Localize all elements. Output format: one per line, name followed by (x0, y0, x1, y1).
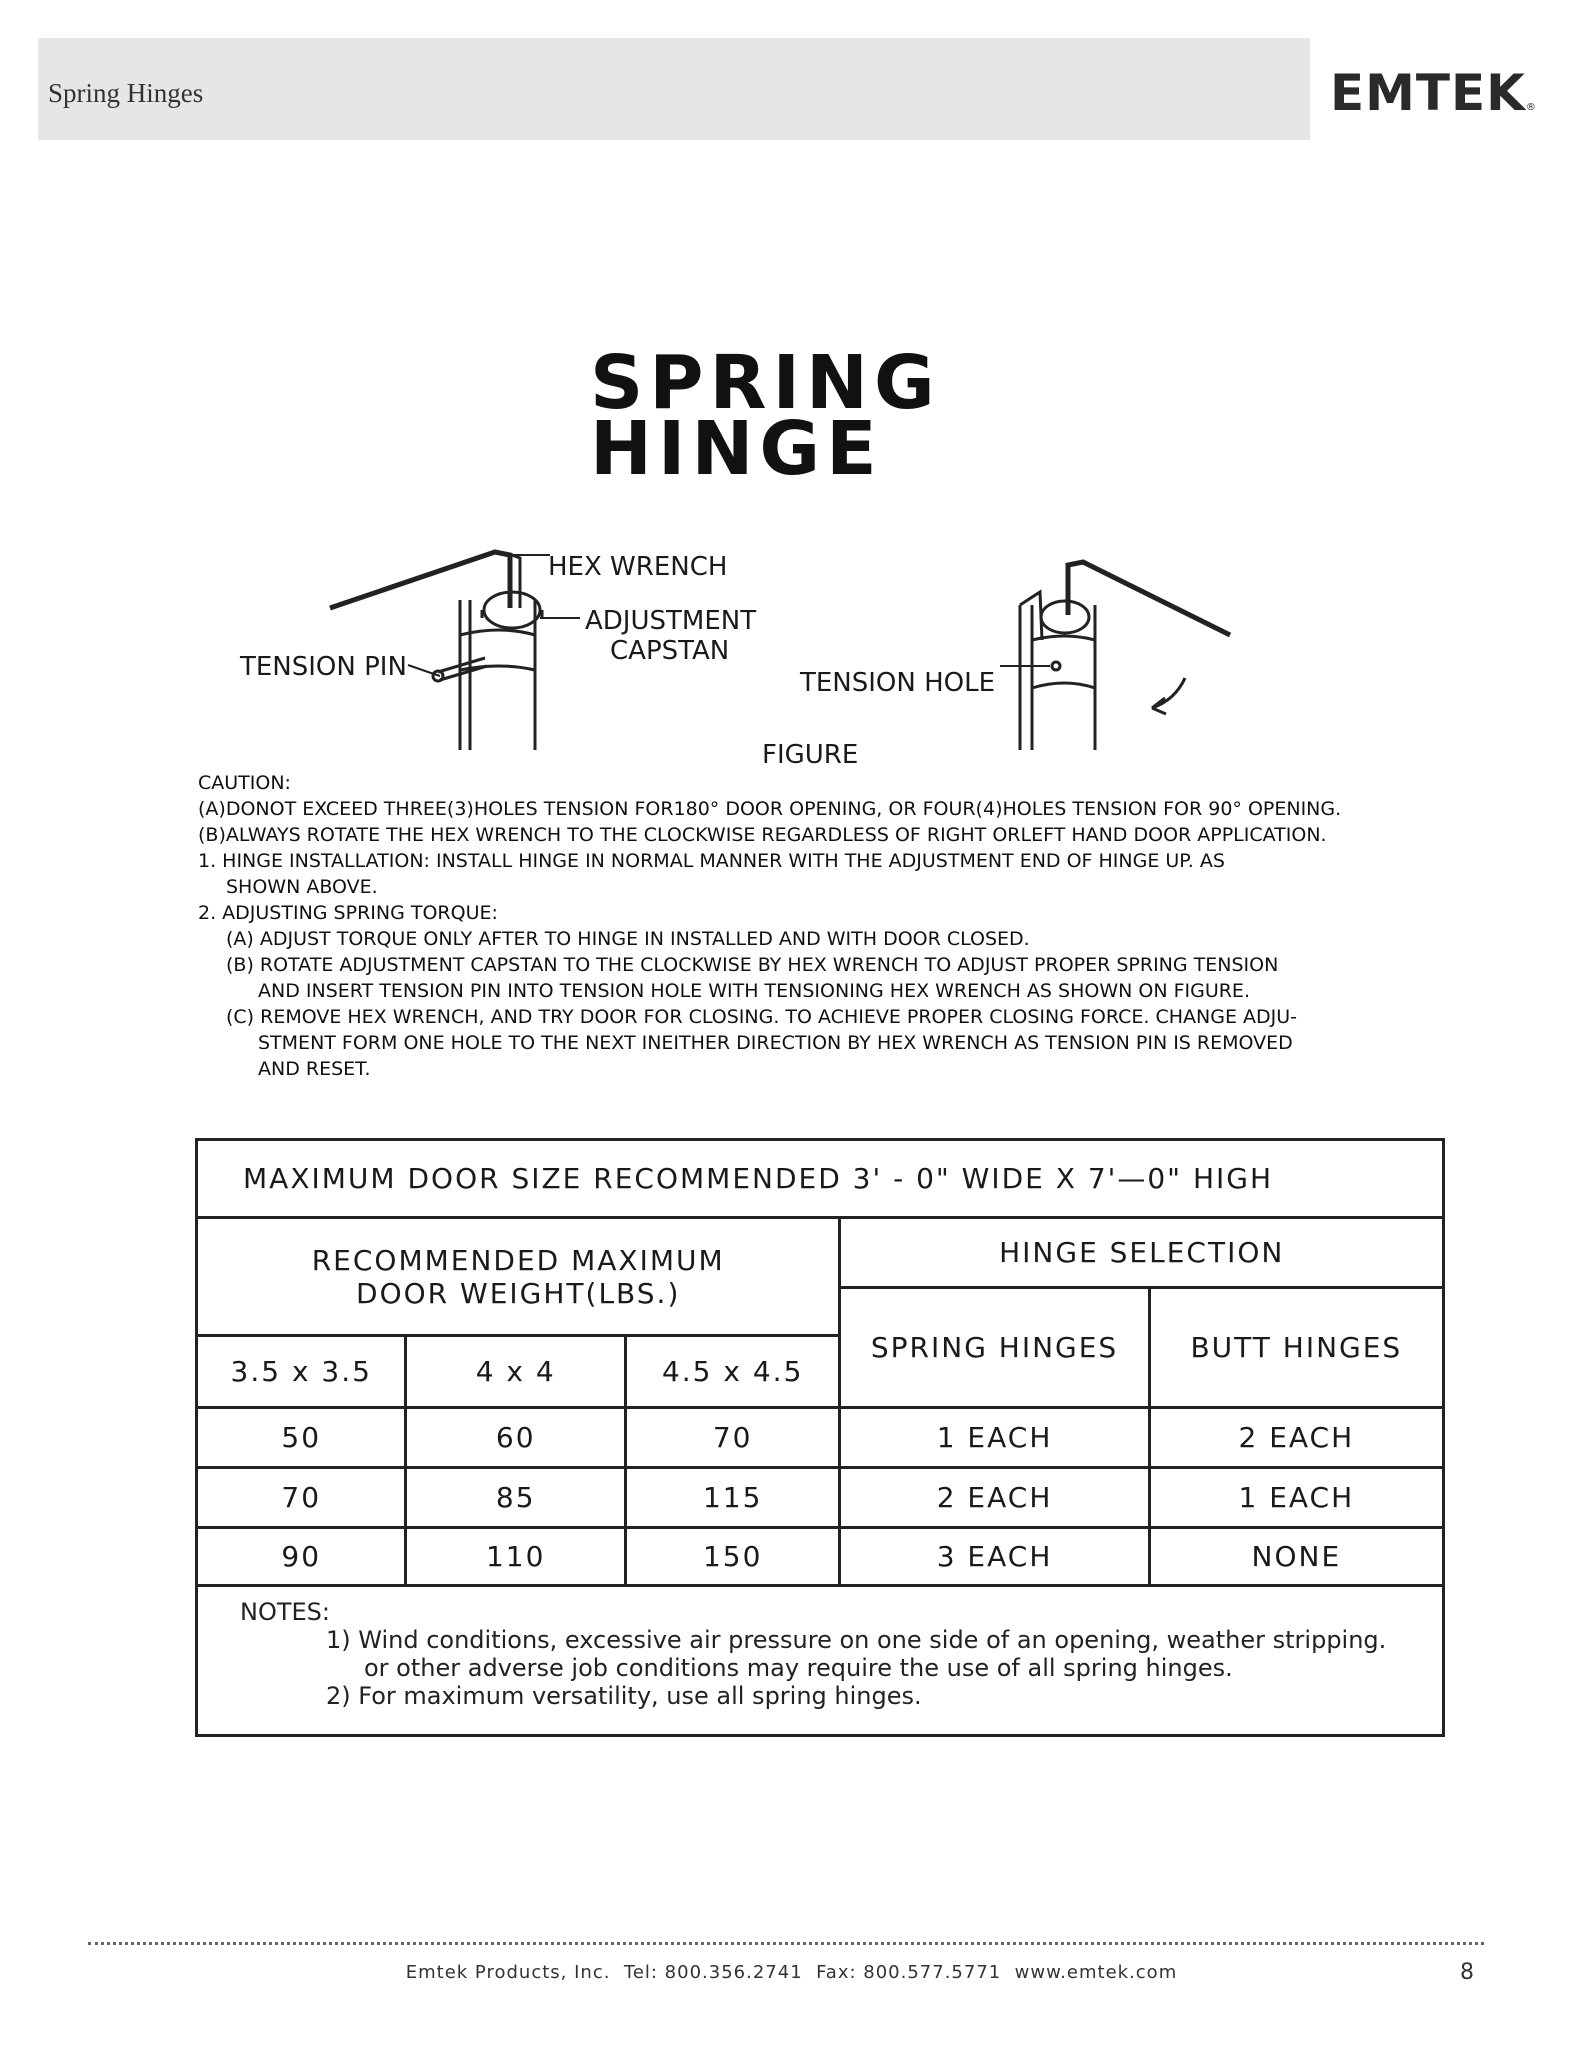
column-header: BUTT HINGES (1149, 1288, 1443, 1408)
table-cell: 3 EACH (840, 1528, 1149, 1586)
notes-label: NOTES: (240, 1598, 330, 1626)
column-header: 3.5 x 3.5 (197, 1336, 406, 1408)
brand-logo (1330, 64, 1537, 122)
brand-name: EMTEK (1330, 64, 1526, 122)
table-row (197, 1408, 1444, 1468)
table-cell: 70 (197, 1468, 406, 1528)
section-title: Spring Hinges (48, 78, 204, 108)
instruction-line: 2. ADJUSTING SPRING TORQUE: (198, 902, 498, 924)
table-cell: 90 (197, 1528, 406, 1586)
instruction-line: 1. HINGE INSTALLATION: INSTALL HINGE IN NORMAL MANNER WITH THE ADJUSTMENT END OF HINGE UP. AS (198, 850, 1225, 872)
column-header: 4.5 x 4.5 (625, 1336, 839, 1408)
table-cell: 2 EACH (840, 1468, 1149, 1528)
door-weight-header (197, 1218, 840, 1336)
hinge-figure-illustration (190, 540, 1290, 760)
instruction-line: (B)ALWAYS ROTATE THE HEX WRENCH TO THE CLOCKWISE REGARDLESS OF RIGHT ORLEFT HAND DOOR APPLICATION. (198, 824, 1327, 846)
instruction-line: SHOWN ABOVE. (226, 876, 378, 898)
instruction-line: (A)DONOT EXCEED THREE(3)HOLES TENSION FOR180° DOOR OPENING, OR FOUR(4)HOLES TENSION FOR 90° OPENING. (198, 798, 1342, 820)
label-capstan: CAPSTAN (610, 636, 730, 666)
instruction-line: AND RESET. (258, 1058, 371, 1080)
door-weight-header-line-2: DOOR WEIGHT(LBS.) (356, 1276, 681, 1310)
instruction-line: STMENT FORM ONE HOLE TO THE NEXT INEITHER DIRECTION BY HEX WRENCH AS TENSION PIN IS REMOVED (258, 1032, 1293, 1054)
page-number: 8 (1460, 1960, 1474, 1985)
table-cell: NONE (1149, 1528, 1443, 1586)
notes-block (240, 1598, 1440, 1710)
instruction-line: (A) ADJUST TORQUE ONLY AFTER TO HINGE IN INSTALLED AND WITH DOOR CLOSED. (226, 928, 1030, 950)
column-header: 4 x 4 (406, 1336, 625, 1408)
title-line-1: SPRING (590, 340, 941, 426)
label-tension-hole: TENSION HOLE (800, 668, 996, 698)
instruction-line: (C) REMOVE HEX WRENCH, AND TRY DOOR FOR CLOSING. TO ACHIEVE PROPER CLOSING FORCE. CHANGE ADJU- (226, 1006, 1297, 1028)
max-door-size: MAXIMUM DOOR SIZE RECOMMENDED 3' - 0" WIDE X 7'—0" HIGH (197, 1140, 1444, 1218)
table-cell: 1 EACH (840, 1408, 1149, 1468)
note-1-line-1: 1) Wind conditions, excessive air pressure on one side of an opening, weather stripping. (326, 1626, 1387, 1654)
table-cell: 2 EACH (1149, 1408, 1443, 1468)
table-cell: 1 EACH (1149, 1468, 1443, 1528)
label-hex-wrench: HEX WRENCH (548, 552, 728, 582)
label-tension-pin: TENSION PIN (240, 652, 407, 682)
table-cell: 150 (625, 1528, 839, 1586)
table-cell: 60 (406, 1408, 625, 1468)
brand-mark: ® (1525, 102, 1537, 113)
label-figure: FIGURE (762, 740, 859, 770)
table-cell: 110 (406, 1528, 625, 1586)
note-2: 2) For maximum versatility, use all spring hinges. (326, 1682, 922, 1710)
caution-heading: CAUTION: (198, 772, 291, 794)
column-header: SPRING HINGES (840, 1288, 1149, 1408)
instruction-line: (B) ROTATE ADJUSTMENT CAPSTAN TO THE CLOCKWISE BY HEX WRENCH TO ADJUST PROPER SPRING TENSION (226, 954, 1279, 976)
title-line-2: HINGE (590, 406, 883, 492)
label-adjustment: ADJUSTMENT (585, 606, 757, 636)
instructions-block (198, 770, 1438, 1082)
table-cell: 115 (625, 1468, 839, 1528)
document-title (590, 340, 950, 492)
footer-contact: Emtek Products, Inc. Tel: 800.356.2741 Fax: 800.577.5771 www.emtek.com (405, 1962, 1178, 1983)
table-cell: 70 (625, 1408, 839, 1468)
header-bar (38, 38, 1310, 140)
table-row (197, 1528, 1444, 1586)
footer-divider (88, 1942, 1484, 1945)
instruction-line: AND INSERT TENSION PIN INTO TENSION HOLE WITH TENSIONING HEX WRENCH AS SHOWN ON FIGURE. (258, 980, 1250, 1002)
table-cell: 85 (406, 1468, 625, 1528)
door-weight-header-line-1: RECOMMENDED MAXIMUM (311, 1243, 725, 1277)
table-row (197, 1468, 1444, 1528)
table-cell: 50 (197, 1408, 406, 1468)
hinge-selection-header: HINGE SELECTION (840, 1218, 1444, 1288)
note-1-line-2: or other adverse job conditions may require the use of all spring hinges. (364, 1654, 1233, 1682)
